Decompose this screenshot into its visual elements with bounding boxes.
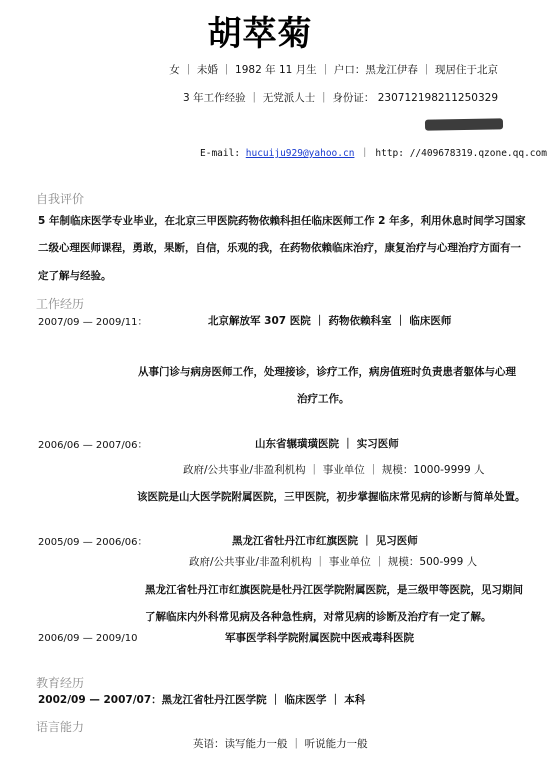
contact-line <box>200 145 547 159</box>
job-description: 该医院是山大医学院附属医院，三甲医院，初步掌握临床常见病的诊断与简单处置。 <box>137 491 526 503</box>
section-heading-language: 语言能力 <box>36 720 85 734</box>
education-entry: 2002/09 — 2007/07：黑龙江省牡丹江医学院 ｜ 临床医学 ｜ 本科 <box>38 694 366 706</box>
job-meta: 政府/公共事业/非盈利机构 ｜ 事业单位 ｜ 规模：500-999 人 <box>189 556 478 568</box>
job-title: 北京解放军 307 医院 ｜ 药物依赖科室 ｜ 临床医师 <box>208 315 452 327</box>
email-label: E-mail: <box>200 148 246 159</box>
homepage-link[interactable]: ｜ http: //409678319.qzone.qq.com <box>354 148 547 159</box>
language-entry: 英语：读写能力一般 ｜ 听说能力一般 <box>193 738 368 750</box>
redaction-mark <box>425 118 503 130</box>
section-heading-work: 工作经历 <box>36 297 85 311</box>
job-date: 2006/06 — 2007/06： <box>38 440 148 451</box>
job-date: 2005/09 — 2006/06： <box>38 537 148 548</box>
self-eval-line: 定了解与经验。 <box>38 270 112 282</box>
candidate-name: 胡萃菊 <box>207 14 313 54</box>
job-title: 军事医学科学院附属医院中医戒毒科医院 <box>225 632 414 644</box>
personal-info-line: 女 ｜ 未婚 ｜ 1982 年 11 月生 ｜ 户口：黑龙江伊春 ｜ 现居住于北京 <box>169 64 498 76</box>
self-eval-line: 二级心理医师课程，勇敢，果断，自信，乐观的我，在药物依赖临床治疗，康复治疗与心理治疗方面有一 <box>38 242 521 254</box>
work-id-info-line: 3 年工作经验 ｜ 无党派人士 ｜ 身份证： 230712198211250329 <box>183 92 498 104</box>
section-heading-education: 教育经历 <box>36 676 85 690</box>
job-date: 2006/09 — 2009/10 <box>38 633 138 644</box>
job-title: 山东省辗璜璜医院 ｜ 实习医师 <box>255 438 399 450</box>
section-heading-self-eval: 自我评价 <box>36 192 85 206</box>
job-title: 黑龙江省牡丹江市红旗医院 ｜ 见习医师 <box>232 535 418 547</box>
job-description: 治疗工作。 <box>297 393 350 405</box>
job-description: 黑龙江省牡丹江市红旗医院是牡丹江医学院附属医院，是三级甲等医院，见习期间 <box>145 584 523 596</box>
job-date: 2007/09 — 2009/11： <box>38 317 148 328</box>
job-description: 了解临床内外科常见病及各种急性病，对常见病的诊断及治疗有一定了解。 <box>145 611 492 623</box>
self-eval-line: 5 年制临床医学专业毕业，在北京三甲医院药物依赖科担任临床医师工作 2 年多，利用休息时间学习国家 <box>38 215 526 227</box>
job-description: 从事门诊与病房医师工作，处理接诊，诊疗工作，病房值班时负责患者躯体与心理 <box>138 366 516 378</box>
job-meta: 政府/公共事业/非盈利机构 ｜ 事业单位 ｜ 规模：1000-9999 人 <box>183 464 485 476</box>
email-link[interactable]: hucuiju929@yahoo.cn <box>245 148 355 159</box>
